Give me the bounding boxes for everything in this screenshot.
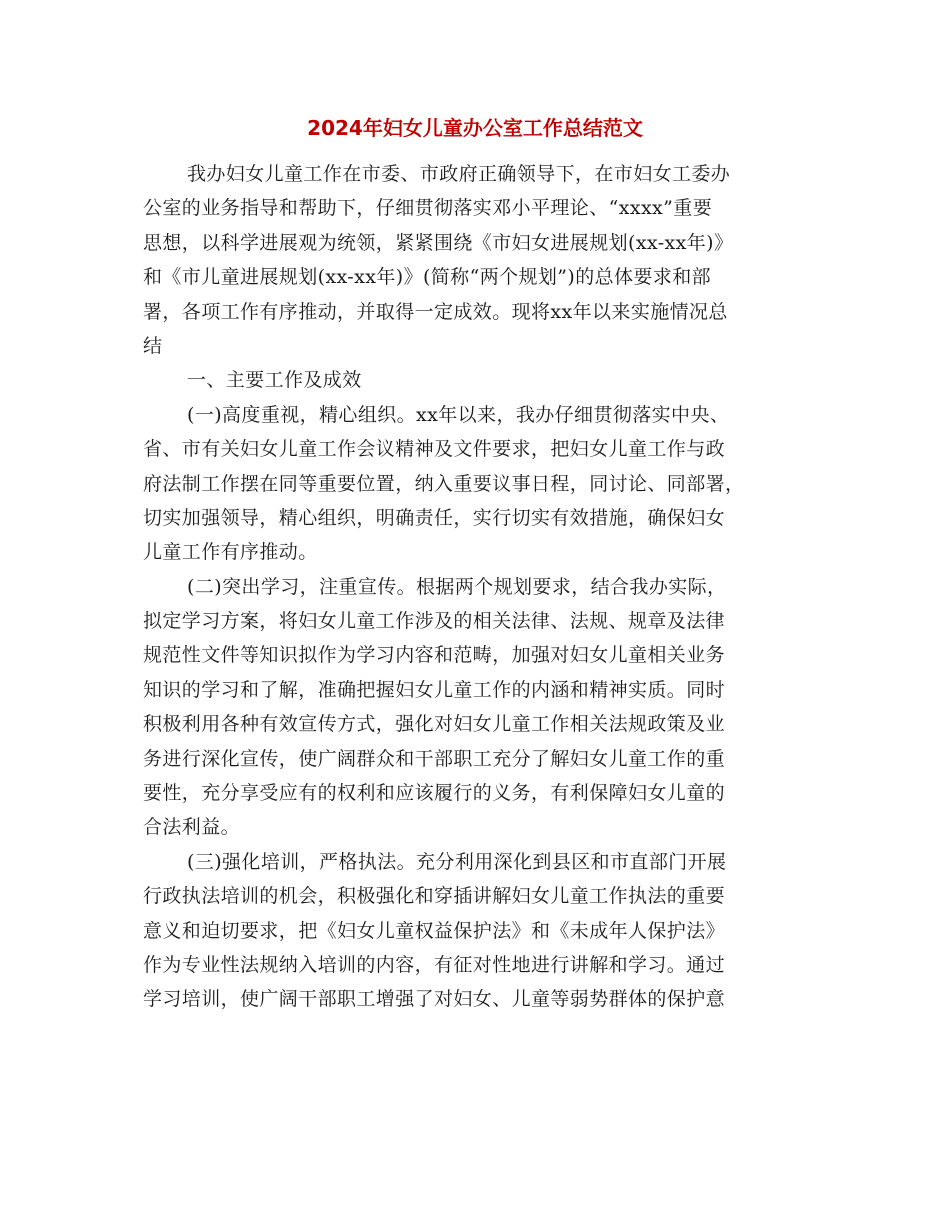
text-line: 行政执法培训的机会，积极强化和穿插讲解妇女儿童工作执法的重要 [143, 885, 726, 908]
text-line: (二)突出学习，注重宣传。根据两个规划要求，结合我办实际， [187, 575, 727, 598]
text-line: 儿童工作有序推动。 [143, 541, 318, 564]
text-line: 要性，充分享受应有的权利和应该履行的义务，有利保障妇女儿童的 [143, 782, 726, 805]
text-line: 规范性文件等知识拟作为学习内容和范畴，加强对妇女儿童相关业务 [143, 644, 726, 667]
text-line: 作为专业性法规纳入培训的内容，有征对性地进行讲解和学习。通过 [143, 953, 726, 976]
text-line: 省、市有关妇女儿童工作会议精神及文件要求，把妇女儿童工作与政 [143, 438, 726, 461]
text-line: 知识的学习和了解，准确把握妇女儿童工作的内涵和精神实质。同时 [143, 678, 726, 701]
text-line: 和《市儿童进展规划(xx-xx年)》(简称“两个规划”)的总体要求和部 [143, 266, 712, 289]
document-body [143, 157, 807, 1017]
text-line: 学习培训，使广阔干部职工增强了对妇女、儿童等弱势群体的保护意 [143, 988, 726, 1011]
text-line: 切实加强领导，精心组织，明确责任，实行切实有效措施，确保妇女 [143, 506, 726, 529]
text-line: (一)高度重视，精心组织。xx年以来，我办仔细贯彻落实中央、 [187, 403, 730, 426]
text-line: 公室的业务指导和帮助下，仔细贯彻落实邓小平理论、“xxxx”重要 [143, 197, 713, 220]
text-line: 思想，以科学进展观为统领，紧紧围绕《市妇女进展规划(xx-xx年)》 [143, 231, 734, 254]
text-line: (三)强化培训，严格执法。充分利用深化到县区和市直部门开展 [187, 850, 727, 873]
text-line: 署，各项工作有序推动，并取得一定成效。现将xx年以来实施情况总 [143, 300, 728, 323]
text-line: 拟定学习方案，将妇女儿童工作涉及的相关法律、法规、规章及法律 [143, 610, 726, 633]
section-heading: 一、主要工作及成效 [187, 369, 362, 392]
document-title: 2024年妇女儿童办公室工作总结范文 [307, 116, 643, 140]
text-line: 结 [143, 334, 163, 357]
text-line: 我办妇女儿童工作在市委、市政府正确领导下，在市妇女工委办 [187, 163, 731, 185]
text-line: 府法制工作摆在同等重要位置，纳入重要议事日程，同讨论、同部署， [143, 472, 745, 495]
text-line: 合法利益。 [143, 816, 241, 839]
text-line: 意义和迫切要求，把《妇女儿童权益保护法》和《未成年人保护法》 [143, 919, 726, 942]
text-line: 积极利用各种有效宣传方式，强化对妇女儿童工作相关法规政策及业 [143, 713, 726, 736]
text-line: 务进行深化宣传，使广阔群众和干部职工充分了解妇女儿童工作的重 [143, 747, 726, 770]
